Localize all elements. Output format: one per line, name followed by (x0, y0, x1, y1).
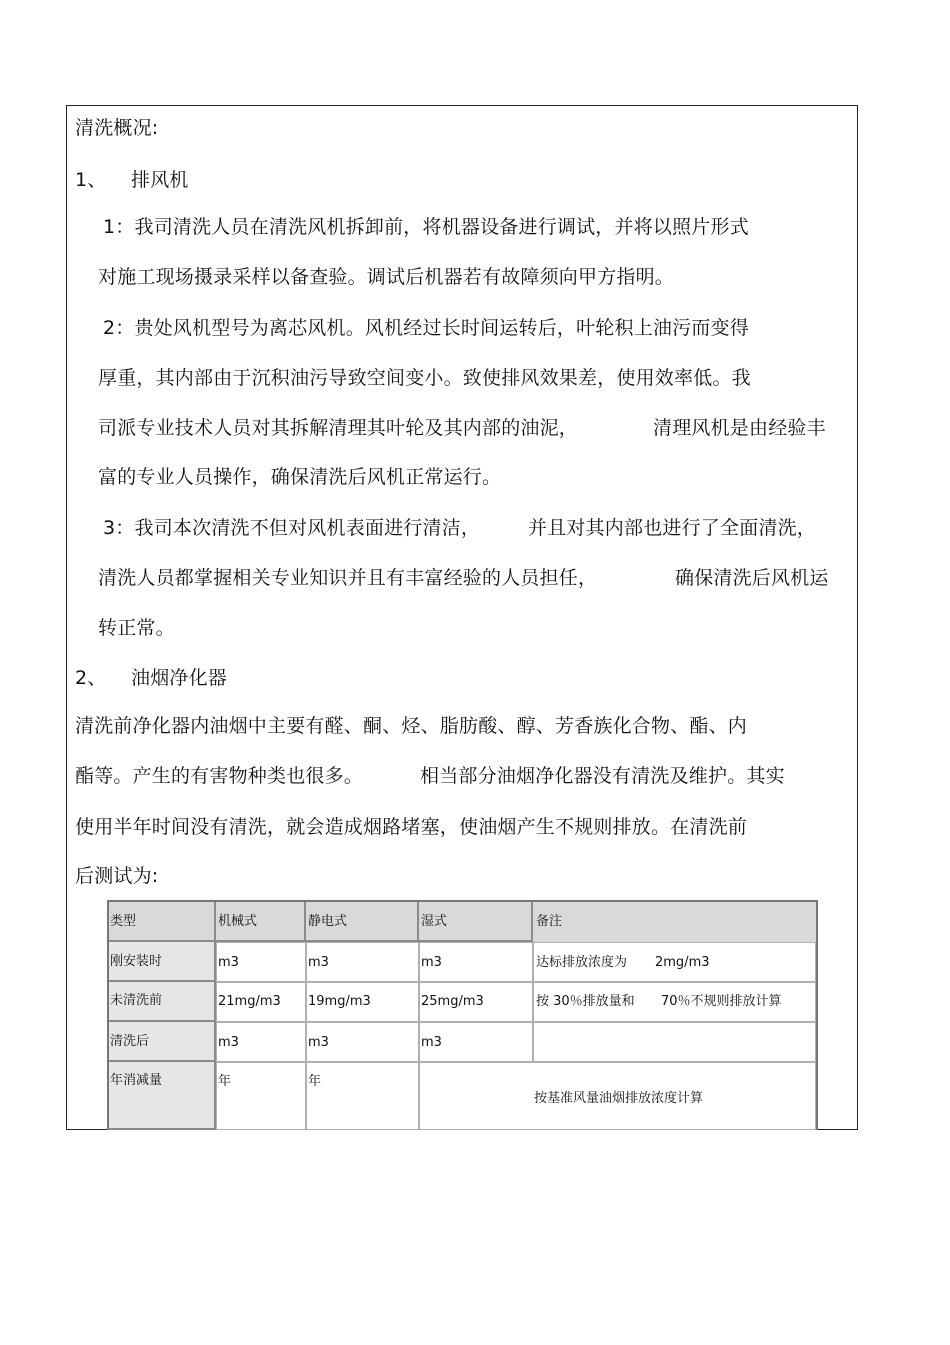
table-cell: 按基准风量油烟排放浓度计算 (419, 1062, 816, 1130)
section2-line2a: 酯等。产生的有害物种类也很多。 (75, 765, 364, 787)
table-cell: 年 (216, 1062, 306, 1130)
table-cell: m3 (216, 1022, 306, 1062)
section2-line3: 使用半年时间没有清洗，就会造成烟路堵塞，使油烟产生不规则排放。在清洗前 (75, 816, 748, 838)
section1-p2-line3b: 清理风机是由经验丰 (653, 417, 826, 439)
table-cell: 19mg/m3 (306, 982, 419, 1022)
section1-p3-line1b: 并且对其内部也进行了全面清洗， (528, 517, 817, 539)
section1-p3-line2b: 确保清洗后风机运 (675, 567, 829, 589)
table-cell: 达标排放浓度为 2mg/m3 (533, 942, 816, 982)
table-row-label: 未清洗前 (109, 982, 216, 1022)
table-header-cell: 机械式 (216, 902, 306, 942)
section2-title: 油烟净化器 (131, 667, 228, 689)
section1-p2-line1: 2：贵处风机型号为离芯风机。风机经过长时间运转后，叶轮积上油污而变得 (103, 317, 749, 339)
section1-p2-line2: 厚重，其内部由于沉积油污导致空间变小。致使排风效果差，使用效率低。我 (98, 367, 751, 389)
table-cell: 21mg/m3 (216, 982, 306, 1022)
section1-number: 1、 (75, 169, 107, 191)
measurement-table (107, 900, 818, 1130)
section1-p2-line4: 富的专业人员操作，确保清洗后风机正常运行。 (98, 466, 502, 488)
table-cell: 25mg/m3 (419, 982, 533, 1022)
section2-line2b: 相当部分油烟净化器没有清洗及维护。其实 (420, 765, 785, 787)
section1-title: 排风机 (131, 169, 189, 191)
section2-line1: 清洗前净化器内油烟中主要有醛、酮、烃、脂肪酸、醇、芳香族化合物、酯、内 (75, 715, 748, 737)
table-row-label: 刚安装时 (109, 942, 216, 982)
table-header-cell: 静电式 (306, 902, 419, 942)
table-header-cell: 备注 (533, 902, 816, 942)
section1-p1-line2: 对施工现场摄录采样以备查验。调试后机器若有故障须向甲方指明。 (98, 266, 675, 288)
table-cell: m3 (419, 1022, 533, 1062)
table-header-cell: 类型 (109, 902, 216, 942)
table-cell: m3 (306, 942, 419, 982)
table-cell: 年 (306, 1062, 419, 1130)
table-cell: m3 (306, 1022, 419, 1062)
section1-p1-line1: 1：我司清洗人员在清洗风机拆卸前，将机器设备进行调试，并将以照片形式 (103, 216, 749, 238)
section1-p2-line3a: 司派专业技术人员对其拆解清理其叶轮及其内部的油泥， (98, 417, 579, 439)
section2-line4: 后测试为: (75, 865, 159, 887)
section1-p3-line1a: 3：我司本次清洗不但对风机表面进行清洁， (103, 517, 481, 539)
table-cell: m3 (419, 942, 533, 982)
table-cell (533, 1022, 816, 1062)
table-cell: m3 (216, 942, 306, 982)
section1-p3-line3: 转正常。 (98, 617, 175, 639)
overview-title: 清洗概况: (75, 117, 159, 139)
table-cell: 按 30％排放量和 70％不规则排放计算 (533, 982, 816, 1022)
section1-p3-line2a: 清洗人员都掌握相关专业知识并且有丰富经验的人员担任， (98, 567, 598, 589)
table-header-cell: 湿式 (419, 902, 533, 942)
table-row-label: 清洗后 (109, 1022, 216, 1062)
section2-number: 2、 (75, 667, 107, 689)
table-row-label: 年消减量 (109, 1062, 216, 1130)
